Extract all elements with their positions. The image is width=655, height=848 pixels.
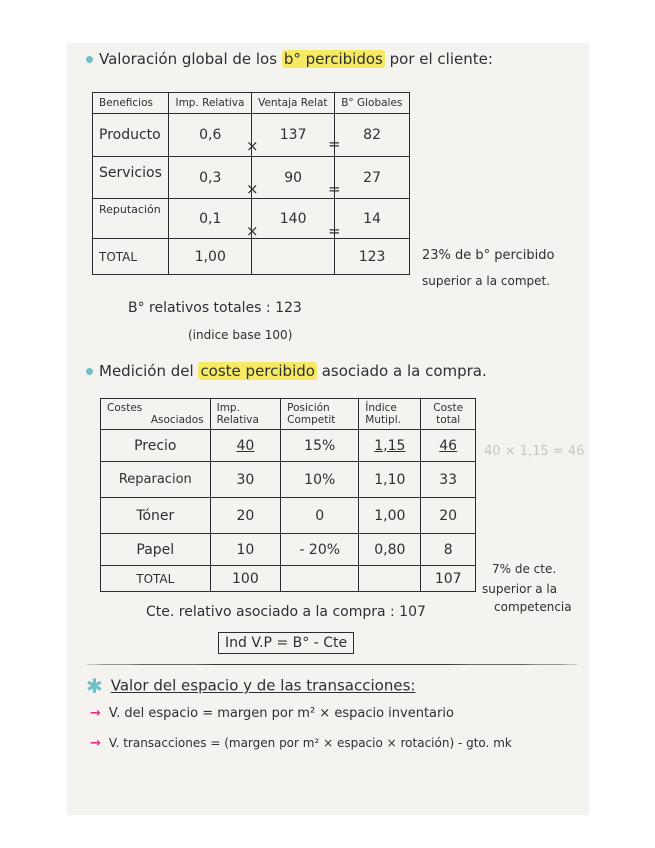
cell-value: 1,00: [169, 239, 252, 275]
table-header: [210, 399, 281, 430]
faint-calc-note: 40 × 1,15 = 46: [484, 444, 585, 459]
row-label: Servicios: [93, 157, 169, 199]
heading-text: Valoración global de los: [99, 50, 278, 68]
cell-value: 1,15: [359, 430, 421, 462]
cell-value: - 20%: [281, 534, 359, 566]
cell-value: 30: [210, 462, 281, 498]
cell-value: 27: [335, 157, 410, 199]
cell-value: 0: [281, 498, 359, 534]
cell-value: 0,1: [169, 199, 252, 239]
highlighted-text: coste percibido: [200, 362, 315, 380]
side-note: superior a la: [482, 582, 558, 596]
heading-text: por el cliente:: [389, 50, 493, 68]
row-label: Papel: [101, 534, 211, 566]
cell-value: 20: [210, 498, 281, 534]
section-divider: [84, 664, 580, 665]
row-label: TOTAL: [101, 566, 211, 592]
side-note: 23% de b° percibido: [422, 248, 555, 263]
heading-text: asociado a la compra.: [321, 362, 487, 380]
equals-sign: =: [328, 180, 341, 198]
asterisk-icon: ✱: [86, 674, 103, 698]
cell-value: 1,00: [359, 498, 421, 534]
table-row-total: [93, 239, 410, 275]
list-item: [90, 706, 454, 721]
row-label: Tóner: [101, 498, 211, 534]
table-header: Imp. Relativa: [169, 93, 252, 114]
equals-sign: =: [328, 135, 341, 153]
section3-heading: [86, 674, 415, 698]
highlighted-text: b° percibidos: [283, 50, 383, 68]
summary-note: (indice base 100): [188, 328, 293, 342]
arrow-right-icon: →: [90, 706, 101, 721]
summary-text: B° relativos totales : 123: [128, 300, 302, 316]
header-line: Mutipl.: [365, 414, 401, 426]
cell-value: 14: [335, 199, 410, 239]
equals-sign: =: [328, 222, 341, 240]
header-line: Asociados: [150, 414, 204, 426]
cell-value: 123: [335, 239, 410, 275]
cell-value: 107: [421, 566, 476, 592]
cell-value: 20: [421, 498, 476, 534]
header-line: Posición: [287, 402, 330, 414]
side-note: superior a la compet.: [422, 274, 551, 288]
table-row-total: [101, 566, 476, 592]
cell-value: 1,10: [359, 462, 421, 498]
list-item: [90, 736, 512, 751]
table-header: [359, 399, 421, 430]
costs-table: [100, 398, 476, 592]
multiply-sign: ×: [246, 222, 259, 240]
heading-text: Medición del: [99, 362, 194, 380]
table-row: [101, 498, 476, 534]
multiply-sign: ×: [246, 180, 259, 198]
row-label: Reputación: [93, 199, 169, 239]
table-row: [101, 430, 476, 462]
bullet-icon: [86, 56, 93, 63]
header-line: Índice: [365, 402, 397, 414]
list-item-text: V. del espacio = margen por m² × espacio inventario: [108, 706, 454, 721]
header-line: Competit: [287, 414, 336, 426]
cell-value: 10: [210, 534, 281, 566]
row-label: Reparacion: [101, 462, 211, 498]
cell-value: 33: [421, 462, 476, 498]
list-item-text: V. transacciones = (margen por m² × espacio × rotación) - gto. mk: [108, 736, 512, 750]
table-header: [421, 399, 476, 430]
table-row: [101, 534, 476, 566]
cell-value: 100: [210, 566, 281, 592]
side-note: 7% de cte.: [492, 562, 557, 576]
header-line: Relativa: [216, 414, 259, 426]
side-note: competencia: [494, 600, 572, 614]
header-line: Coste: [433, 402, 464, 414]
row-label: Producto: [93, 114, 169, 157]
table-header: Ventaja Relat: [252, 93, 335, 114]
table-header: [101, 399, 211, 430]
header-line: Imp.: [216, 402, 240, 414]
table-header: B° Globales: [335, 93, 410, 114]
row-label: Precio: [101, 430, 211, 462]
row-label: TOTAL: [93, 239, 169, 275]
cell-value: 15%: [281, 430, 359, 462]
cell-value: 10%: [281, 462, 359, 498]
cell-value: 140: [252, 199, 335, 239]
bullet-icon: [86, 368, 93, 375]
cell-value: 82: [335, 114, 410, 157]
heading-text: Valor del espacio y de las transacciones:: [110, 676, 416, 695]
cell-value: 0,6: [169, 114, 252, 157]
formula-box: Ind V.P = B° - Cte: [218, 632, 354, 654]
section2-heading: [86, 362, 487, 380]
table-header: Beneficios: [93, 93, 169, 114]
header-line: total: [436, 414, 461, 426]
arrow-right-icon: →: [90, 736, 101, 751]
cell-value: 0,3: [169, 157, 252, 199]
multiply-sign: ×: [246, 137, 259, 155]
cell-value: 46: [421, 430, 476, 462]
cell-value: 8: [421, 534, 476, 566]
header-line: Costes: [107, 402, 143, 414]
cell-value: 137: [252, 114, 335, 157]
section1-heading: [86, 50, 493, 68]
cell-value: 40: [210, 430, 281, 462]
table-header: [281, 399, 359, 430]
cell-value: 90: [252, 157, 335, 199]
table-row: [101, 462, 476, 498]
cell-value: 0,80: [359, 534, 421, 566]
summary-text: Cte. relativo asociado a la compra : 107: [146, 604, 426, 620]
